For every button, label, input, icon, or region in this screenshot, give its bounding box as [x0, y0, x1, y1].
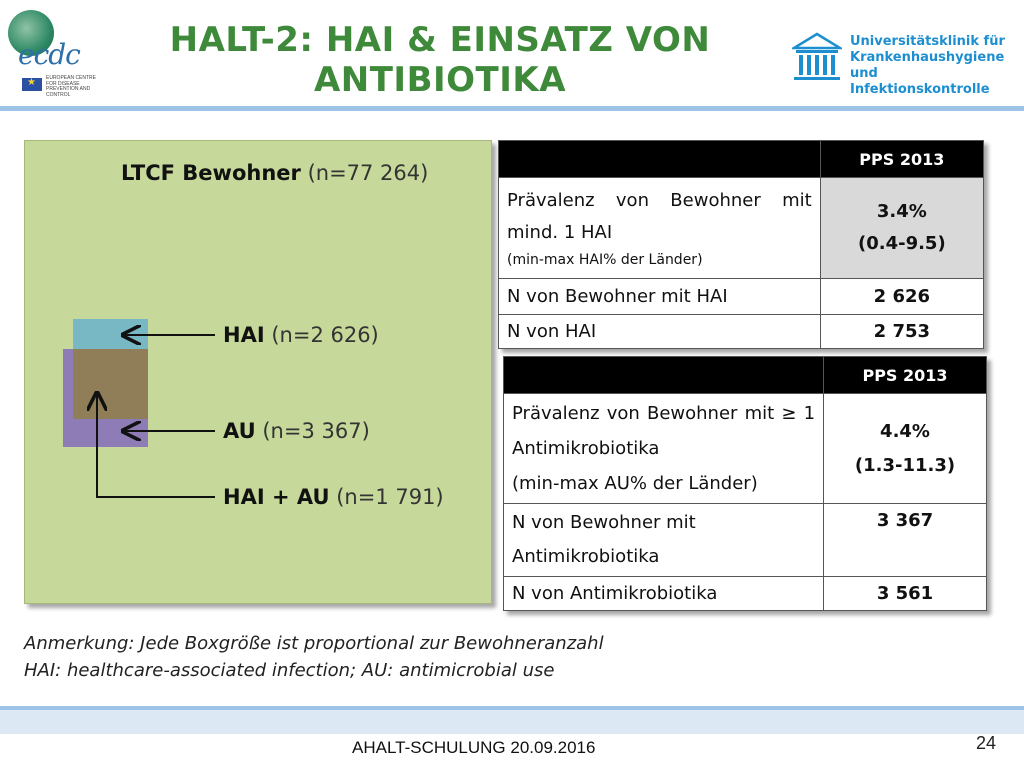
row-label: N von Bewohner mit HAI: [499, 279, 821, 315]
footer-divider: [0, 706, 1024, 710]
diagram-title-label: LTCF Bewohner: [121, 161, 301, 185]
table-cell-label: [499, 178, 821, 279]
table-header-row: [504, 357, 987, 394]
row-value-range: (1.3-11.3): [854, 454, 956, 476]
building-icon: [792, 32, 842, 82]
eu-flag-icon: [22, 78, 42, 91]
row-label: N von HAI: [499, 315, 821, 349]
overlap-box: [73, 349, 148, 419]
overlap-label-name: HAI + AU: [223, 485, 330, 509]
row-value: 3 561: [824, 577, 987, 611]
hai-label: [223, 323, 379, 347]
table-header-cell: PPS 2013: [824, 357, 987, 394]
au-label-count: (n=3 367): [262, 419, 370, 443]
hai-label-name: HAI: [223, 323, 265, 347]
university-name-line: Krankenhaushygiene: [850, 50, 1005, 65]
row-value: 3.4%: [876, 201, 927, 222]
row-value: 2 626: [820, 279, 983, 315]
ecdc-agency-text: EUROPEAN CENTRE FOR DISEASE PREVENTION AND CONTROL: [46, 75, 97, 98]
page-number: 24: [976, 733, 997, 753]
footnote-line: Anmerkung: Jede Boxgröße ist proportional zur Bewohneranzahl: [24, 633, 604, 654]
venn-diagram-panel: [24, 140, 492, 604]
table-header-row: [499, 141, 984, 178]
row-value: 2 753: [820, 315, 983, 349]
hai-label-count: (n=2 626): [271, 323, 379, 347]
footnote-line: HAI: healthcare-associated infection; AU: antimicrobial use: [24, 660, 555, 681]
row-label: Prävalenz von Bewohner mit mind. 1 HAI: [507, 190, 812, 243]
au-label-name: AU: [223, 419, 256, 443]
university-logo: [792, 32, 1016, 97]
row-label: N von Bewohner mit Antimikrobiotika: [504, 504, 824, 577]
footnotes: [24, 630, 724, 684]
ecdc-wordmark: ecdc: [18, 38, 80, 71]
row-value: 4.4%: [880, 420, 930, 442]
row-sublabel: (min-max AU% der Länder): [512, 473, 758, 494]
au-label: [223, 419, 370, 443]
table-row: [499, 279, 984, 315]
table-row: [499, 315, 984, 349]
slide-title-line2: ANTIBIOTIKA: [313, 60, 567, 100]
table-header-cell: PPS 2013: [820, 141, 983, 178]
row-label: N von Antimikrobiotika: [504, 577, 824, 611]
hai-table: [498, 140, 984, 349]
table-row: [504, 577, 987, 611]
table-cell-label: [504, 394, 824, 504]
row-value-range: (0.4-9.5): [857, 233, 946, 254]
table-cell-value: [824, 394, 987, 504]
university-name-line: und Infektionskontrolle: [850, 66, 990, 97]
university-name-line: Universitätsklinik für: [850, 34, 1005, 49]
row-sublabel: (min-max HAI% der Länder): [507, 252, 703, 268]
header-divider: [0, 106, 1024, 111]
slide-title-line1: HALT-2: HAI & EINSATZ VON: [169, 20, 711, 60]
footer-text: AHALT-SCHULUNG 20.09.2016: [352, 738, 596, 757]
footer-band: [0, 706, 1024, 734]
table-header-empty: [504, 357, 824, 394]
row-value: 3 367: [824, 504, 987, 577]
overlap-label-count: (n=1 791): [336, 485, 444, 509]
table-header-empty: [499, 141, 821, 178]
slide-title: [130, 20, 750, 100]
table-cell-value: [820, 178, 983, 279]
table-row: [499, 178, 984, 279]
table-row: [504, 504, 987, 577]
au-table: [503, 356, 987, 611]
diagram-shapes: [25, 141, 491, 603]
overlap-label: [223, 485, 444, 509]
diagram-title-count: (n=77 264): [307, 161, 429, 185]
ecdc-logo: [8, 8, 98, 96]
row-label: Prävalenz von Bewohner mit ≥ 1 Antimikrobiotika: [512, 403, 816, 459]
university-name: [850, 34, 1020, 98]
table-row: [504, 394, 987, 504]
